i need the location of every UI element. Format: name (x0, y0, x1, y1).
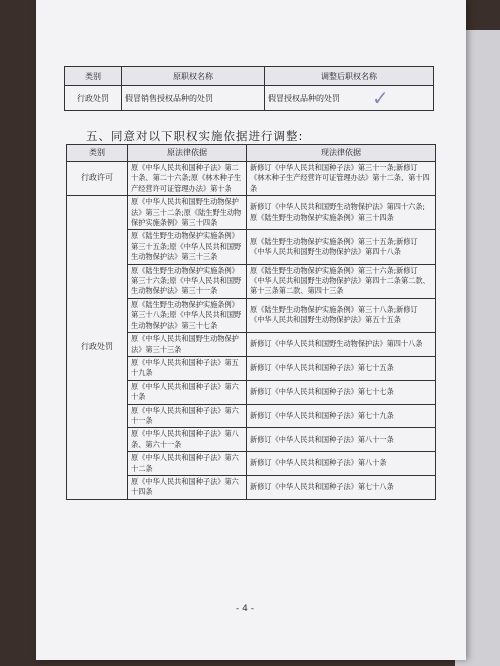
table-header-row (65, 67, 434, 86)
cell-original-basis: 原《中华人民共和国种子法》第六十二条 (128, 452, 247, 476)
header-category: 类别 (65, 67, 122, 86)
cell-current-basis: 新修订《中华人民共和国种子法》第三十一条;新修订《林木种子生产经营许可证管理办法》第十二条、第十四条 (247, 162, 436, 196)
cell-original-basis: 原《中华人民共和国种子法》第二十条、第二十六条;原《林木种子生产经营许可证管理办法》第十条 (128, 162, 247, 196)
cell-current-basis: 原《陆生野生动物保护实施条例》第三十五条;新修订《中华人民共和国野生动物保护法》第四十八条 (247, 230, 436, 264)
section-heading: 五、同意对以下职权实施依据进行调整: (86, 129, 304, 143)
table-row (67, 196, 436, 230)
cell-current-basis: 新修订《中华人民共和国种子法》第七十五条 (247, 356, 436, 380)
cell-current-basis: 新修订《中华人民共和国野生动物保护法》第四十八条 (247, 333, 436, 357)
handwritten-checkmark-icon: ✓ (372, 86, 389, 110)
cell-category: 行政处罚 (67, 196, 128, 500)
cell-category: 行政许可 (67, 162, 128, 196)
cell-current-basis: 原《陆生野生动物保护实施条例》第三十六条;新修订《中华人民共和国野生动物保护法》第四十二条第二款、第十三条第二款、第四十三条 (247, 264, 436, 298)
header-original-name: 原职权名称 (122, 67, 265, 86)
cell-original-basis: 原《中华人民共和国种子法》第六十四条 (128, 475, 247, 499)
header-adjusted-name: 调整后职权名称 (265, 67, 434, 86)
cell-current-basis: 新修订《中华人民共和国种子法》第七十九条 (247, 404, 436, 428)
cell-original-basis: 原《陆生野生动物保护实施条例》第三十五条;原《中华人民共和国野生动物保护法》第三十三条 (128, 230, 247, 264)
table-row (67, 162, 436, 196)
table-header-row (67, 145, 436, 162)
cell-current-basis: 新修订《中华人民共和国种子法》第八十一条 (247, 428, 436, 452)
cell-original-basis: 原《陆生野生动物保护实施条例》第三十六条;原《中华人民共和国野生动物保护法》第三十一条 (128, 264, 247, 298)
cell-original-basis: 原《中华人民共和国野生动物保护法》第三十三条 (128, 333, 247, 357)
cell-current-basis: 新修订《中华人民共和国野生动物保护法》第四十六条;原《陆生野生动物保护实施条例》第三十四条 (247, 196, 436, 230)
cell-category: 行政处罚 (65, 86, 122, 111)
header-original-basis: 原法律依据 (128, 145, 247, 162)
header-category: 类别 (67, 145, 128, 162)
cell-original-name: 假冒销售授权品种的处罚 (122, 86, 265, 111)
cell-current-basis: 新修订《中华人民共和国种子法》第七十七条 (247, 380, 436, 404)
cell-current-basis: 新修订《中华人民共和国种子法》第八十条 (247, 452, 436, 476)
cell-original-basis: 原《中华人民共和国种子法》第六十一条 (128, 404, 247, 428)
cell-original-basis: 原《陆生野生动物保护实施条例》第三十八条;原《中华人民共和国野生动物保护法》第三十七条 (128, 298, 247, 332)
cell-original-basis: 原《中华人民共和国种子法》第六十条 (128, 380, 247, 404)
cell-original-basis: 原《中华人民共和国野生动物保护法》第三十二条;原《陆生野生动物保护实施条例》第三十四条 (128, 196, 247, 230)
cell-current-basis: 新修订《中华人民共和国种子法》第七十八条 (247, 475, 436, 499)
legal-basis-table (66, 144, 436, 500)
header-current-basis: 现法律依据 (247, 145, 436, 162)
page-number: - 4 - (236, 604, 254, 614)
cell-adjusted-name: 假冒授权品种的处罚 (265, 86, 434, 111)
cell-current-basis: 原《陆生野生动物保护实施条例》第三十八条;新修订《中华人民共和国野生动物保护法》第五十五条 (247, 298, 436, 332)
cell-original-basis: 原《中华人民共和国种子法》第八条、第六十一条 (128, 428, 247, 452)
cell-original-basis: 原《中华人民共和国种子法》第五十九条 (128, 356, 247, 380)
